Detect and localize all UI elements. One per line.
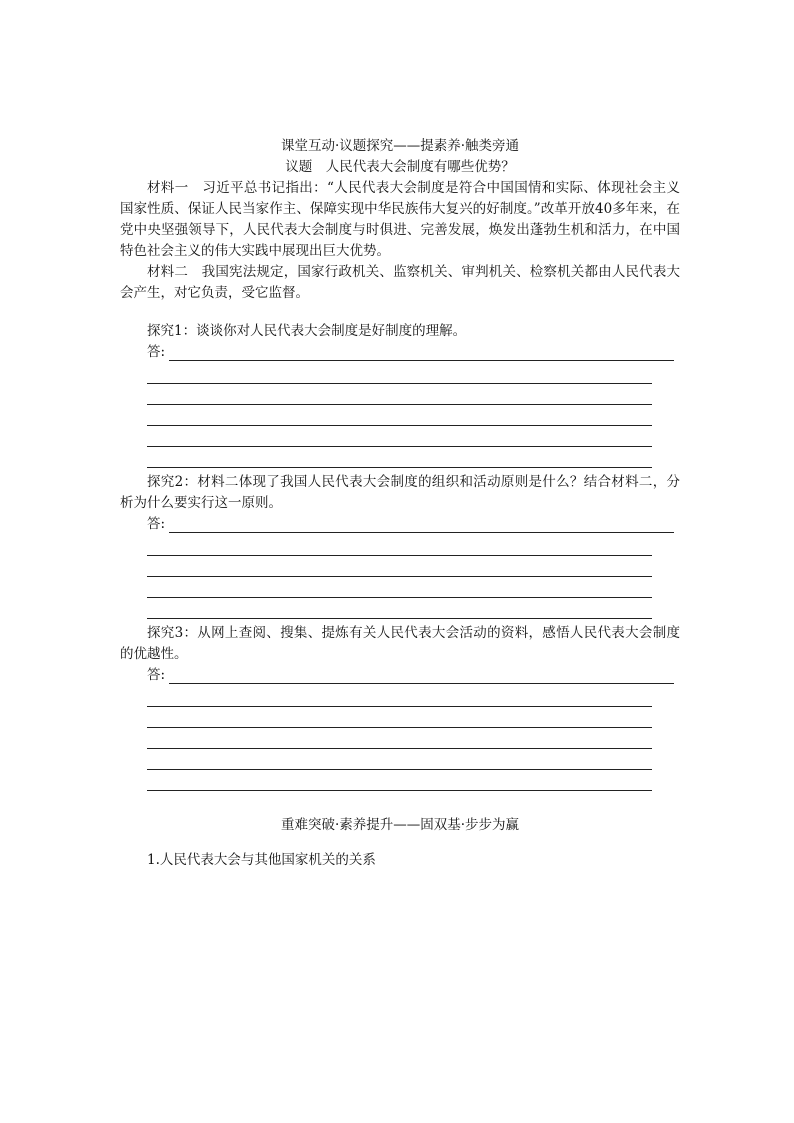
answer-line[interactable] [147, 556, 652, 577]
answer-label: 答: [147, 516, 166, 532]
section-title: 课堂互动·议题探究——提素养·触类旁通 [280, 138, 520, 154]
answer-line[interactable] [147, 707, 652, 728]
answer-line[interactable] [147, 405, 652, 426]
material-two: 材料二 我国宪法规定，国家行政机关、监察机关、审判机关、检察机关都由人民代表大会产生，对它负责，受它监督。 [120, 264, 680, 301]
answer-line[interactable] [147, 447, 652, 468]
spacer [120, 304, 680, 321]
content [120, 136, 680, 871]
answer-line[interactable] [147, 384, 652, 405]
section-2-title: 重难突破·素养提升——固双基·步步为赢 [280, 817, 520, 833]
answer-label: 答: [147, 344, 166, 360]
answer-line[interactable] [147, 577, 652, 598]
answer-line[interactable] [147, 426, 652, 447]
answer-line[interactable] [147, 770, 652, 791]
answer-line[interactable] [147, 749, 652, 770]
answer-line[interactable] [147, 598, 652, 619]
section-2-item-1: 1.人民代表大会与其他国家机关的关系 [147, 851, 376, 868]
answer-2-first-line[interactable] [147, 514, 680, 535]
explore-question-3: 探究3：从网上查阅、搜集、提炼有关人民代表大会活动的资料，感悟人民代表大会制度的优越性。 [120, 625, 680, 662]
answer-3-first-line[interactable] [147, 665, 680, 686]
answer-line[interactable] [147, 363, 652, 384]
answer-rule [169, 360, 674, 361]
answer-line[interactable] [147, 686, 652, 707]
topic-title: 议题 人民代表大会制度有哪些优势？ [285, 159, 515, 175]
answer-rule [169, 532, 674, 533]
answer-line[interactable] [147, 535, 652, 556]
material-one: 材料一 习近平总书记指出：“人民代表大会制度是符合中国国情和实际、体现社会主义国家性质、保证人民当家作主、保障实现中华民族伟大复兴的好制度。”改革开放40多年来，在党中央坚强领导下，人民代表大会制度与时俱进、完善发展，焕发出蓬勃生机和活力，在中国特色社会主义的伟大实践中展现出巨大优势。 [120, 180, 680, 259]
answer-rule [169, 683, 674, 684]
answer-line[interactable] [147, 728, 652, 749]
explore-question-1: 探究1：谈谈你对人民代表大会制度是好制度的理解。 [147, 323, 467, 339]
explore-question-2: 探究2：材料二体现了我国人民代表大会制度的组织和活动原则是什么？结合材料二，分析为什么要实行这一原则。 [120, 474, 680, 511]
answer-label: 答: [147, 667, 166, 683]
answer-1-first-line[interactable] [147, 342, 680, 363]
